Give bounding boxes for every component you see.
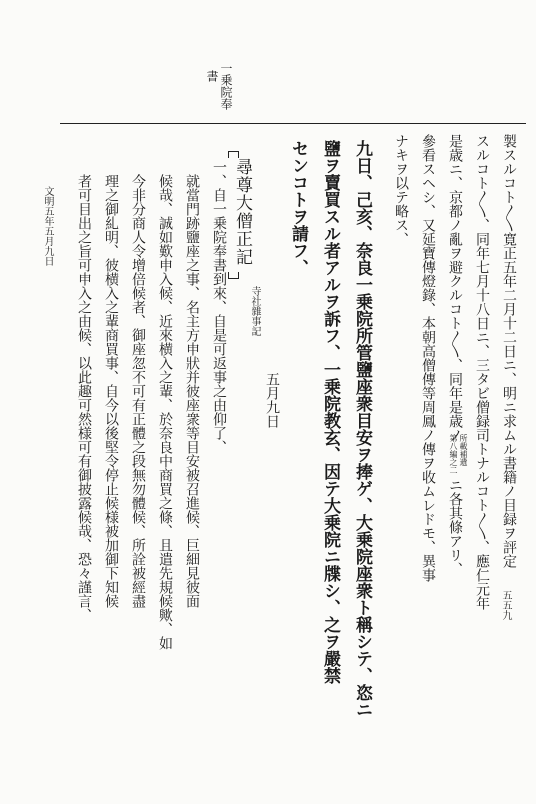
source-note: 寺社雜事記 xyxy=(249,286,260,336)
source-title: 尋尊大僧正記 xyxy=(232,158,252,266)
body-line-4: 今非分商人令增倍候者、御座忽不可有正體之段無勿體候、所詮被經盡 xyxy=(130,174,146,608)
note-inset-2: 所載補遺 xyxy=(459,434,468,466)
heading-line-3: センコトヲ請フ、 xyxy=(288,140,308,276)
top-line-3: 是歳ニ、京都ノ亂ヲ避クルコト〳〵、同年是歳ノ xyxy=(447,134,463,442)
side-date: 文明五年五月九日 xyxy=(42,186,53,266)
body-line-2: 就當門跡鹽座之事、名主方申狀并彼座衆等目安被召進候、巨細見彼面 xyxy=(184,174,200,608)
body-line-5: 理之御糺明、彼横入之輩商買事、自今以後堅令停止候様被加御下知候 xyxy=(103,174,119,608)
running-header-2: 書 xyxy=(205,70,219,82)
bracket-bottom xyxy=(228,272,239,279)
body-line-1: 一、自一乗院奉書到來、自是可返事之由仰了、 xyxy=(211,160,227,454)
header-rule xyxy=(60,123,526,124)
running-header-1: 一乗院奉 xyxy=(219,62,233,110)
body-line-3: 候哉、誠如歎申入候、近來横入之輩、於奈良中商買之條、且遣先規候歟、如 xyxy=(157,174,173,650)
top-line-4: 參看スヘシ、又延寶傳燈錄、本朝高僧傳等周鳳ノ傳ヲ收ムレドモ、異事 xyxy=(420,134,436,582)
bracket-top xyxy=(228,151,239,158)
heading-line-2: 鹽ヲ賣買スル者アルヲ訴フ、一乗院教玄、因テ大乗院ニ牒シ、之ヲ嚴禁 xyxy=(320,140,340,684)
note-inset-1: 第八編之二 xyxy=(449,434,458,474)
date-line: 五月九日 xyxy=(264,372,280,428)
top-line-2: スルコト〳〵、同年七月十八日ニ、三タビ僧録司トナルコト〳〵、應仁元年 xyxy=(474,134,490,610)
top-line-1: 製スルコト〳〵寛正五年二月十二日ニ、明ニ求ムル書籍ノ目録ヲ評定 xyxy=(501,134,517,568)
page-number: 五五九 xyxy=(500,590,511,620)
body-line-6: 者可目出之旨可申入之由候、以此趣可然様可有御披露候哉、恐々謹言、 xyxy=(76,174,92,622)
top-line-5: ナキヲ以テ略ス、 xyxy=(393,134,409,246)
note-inset-tail: ニ各其條アリ、 xyxy=(447,478,463,576)
heading-line-1: 九日、己亥、奈良一乗院所管鹽座衆目安ヲ捧ゲ、大乗院座衆ト稱シテ、恣ニ xyxy=(352,140,372,718)
